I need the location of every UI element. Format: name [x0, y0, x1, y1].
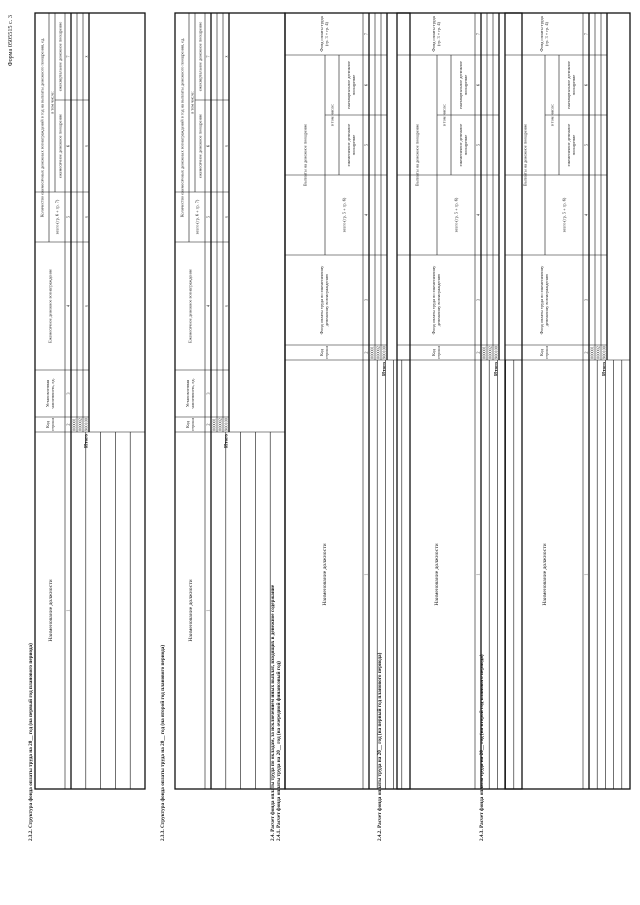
- column-number: 2: [65, 423, 71, 426]
- column-number: 3: [583, 298, 589, 302]
- header-name: Наименование должности: [47, 579, 54, 642]
- column-number: 5: [205, 215, 211, 219]
- row-code: 000002: [487, 346, 493, 359]
- column-number: 1: [65, 609, 71, 612]
- column-number: 4: [475, 213, 481, 217]
- column-number: 3: [363, 298, 369, 302]
- header-code: Кодстроки: [45, 418, 55, 431]
- column-number: 6: [475, 83, 481, 87]
- header-monthly-bonus: ежемесячное денежноепоощрение: [458, 123, 468, 167]
- section-heading: 2.4. Расчет фонда оплаты труда по окладам, за исключением иных выплат, входящих в денежное содержание: [270, 584, 276, 841]
- column-number: 1: [363, 573, 369, 576]
- x-mark: x: [223, 55, 229, 58]
- row-code: 000001: [481, 346, 487, 359]
- column-number: 4: [363, 213, 369, 217]
- section-title: 2.3.3. Структура фонда оплаты труда на 20__ год (на второй год планового периода): [160, 644, 166, 841]
- header-monthly-bonus: ежемесячное денежное поощрение: [197, 113, 203, 179]
- row-code: 000002: [77, 418, 83, 431]
- total-code: 900100: [601, 346, 607, 359]
- header-pay-group: Выплаты на денежное поощрение: [522, 123, 528, 187]
- column-number: 5: [363, 143, 369, 147]
- total-label: Итого: [381, 362, 388, 376]
- column-number: 1: [583, 573, 589, 576]
- header-incl: в том числе:: [549, 103, 555, 127]
- header-headcount: Установленнаячисленность, ед.: [185, 378, 195, 409]
- header-code: Кодстроки: [431, 346, 441, 359]
- section-title: 2.4.3. Расчет фонда оплаты труда на 20__ год (на второй год планового периода): [479, 654, 485, 841]
- total-label: Итого: [83, 434, 90, 448]
- header-total: всего (гр. 6 + гр. 7): [54, 199, 60, 235]
- total-label: Итого: [601, 362, 608, 376]
- header-code: Кодстроки: [319, 346, 329, 359]
- header-incl: в том числе:: [441, 103, 447, 127]
- rotated-form-content: [7, 13, 630, 841]
- header-code: Кодстроки: [539, 346, 549, 359]
- total-label: Итого: [493, 362, 500, 376]
- form-code: Форма 0505515 с. 3: [7, 15, 14, 67]
- header-fund: Фонд оплаты труда по ежемесячномуденежному вознаграждению: [431, 265, 441, 335]
- column-number: 6: [205, 144, 211, 148]
- header-monthly: Ежемесячное денежное вознаграждение: [187, 269, 193, 343]
- section-title: 2.4.1. Расчет фонда оплаты труда на 20__ год (на очередной финансовый год): [276, 661, 282, 841]
- header-monthly-bonus: ежемесячное денежноепоощрение: [346, 123, 356, 167]
- x-mark: x: [223, 144, 229, 148]
- total-label: Итого: [223, 434, 230, 448]
- header-monthly-bonus: ежемесячное денежноепоощрение: [566, 123, 576, 167]
- section-title: 2.3.2. Структура фонда оплаты труда на 20__ год (на первый год планового периода): [28, 643, 34, 841]
- header-total: всего (гр. 6 + гр. 7): [194, 199, 200, 235]
- column-number: 1: [205, 609, 211, 612]
- column-number: 6: [65, 144, 71, 148]
- total-code: 900100: [83, 418, 89, 431]
- header-quarterly-bonus: ежеквартальное денежноепоощрение: [566, 61, 576, 109]
- header-quarterly-bonus: ежеквартальное денежное поощрение: [197, 21, 203, 92]
- header-total: всего (гр. 5 + гр. 6): [561, 197, 567, 233]
- header-code: Кодстроки: [185, 418, 195, 431]
- row-code: 000002: [217, 418, 223, 431]
- row-code: 000002: [595, 346, 601, 359]
- header-qty-group: Количество ежемесячных денежных вознаграждений в год на выплаты денежного поощрения, ед.: [179, 37, 185, 218]
- header-name: Наименование должности: [187, 579, 194, 642]
- row-code: 000001: [589, 346, 595, 359]
- column-number: 4: [205, 304, 211, 308]
- section-title: 2.4.2. Расчет фонда оплаты труда на 20__ год (на первый год планового периода): [377, 652, 383, 841]
- column-number: 4: [65, 304, 71, 308]
- total-code: 900100: [381, 346, 387, 359]
- x-mark: x: [83, 215, 89, 219]
- header-total: всего (гр. 5 + гр. 6): [341, 197, 347, 233]
- header-pay-group: Выплаты на денежное поощрение: [414, 123, 420, 187]
- header-name: Наименование должности: [541, 543, 548, 606]
- header-name: Наименование должности: [321, 543, 328, 606]
- column-number: 7: [475, 32, 481, 36]
- x-mark: x: [83, 144, 89, 148]
- column-number: 7: [583, 32, 589, 36]
- total-code: 900100: [493, 346, 499, 359]
- column-number: 5: [583, 143, 589, 147]
- column-number: 2: [475, 351, 481, 354]
- header-quarterly-bonus: ежеквартальное денежное поощрение: [57, 21, 63, 92]
- header-quarterly-bonus: ежеквартальное денежноепоощрение: [346, 61, 356, 109]
- column-number: 7: [65, 55, 71, 58]
- header-monthly-bonus: ежемесячное денежное поощрение: [57, 113, 63, 179]
- row-code: 000001: [211, 418, 217, 431]
- column-number: 2: [363, 351, 369, 354]
- x-mark: x: [223, 304, 229, 308]
- column-number: 6: [583, 83, 589, 87]
- x-mark: x: [223, 215, 229, 219]
- header-name: Наименование должности: [433, 543, 440, 606]
- x-mark: x: [83, 55, 89, 58]
- header-incl: в том числе:: [189, 91, 195, 114]
- x-mark: x: [83, 304, 89, 308]
- column-number: 5: [65, 215, 71, 219]
- column-number: 6: [363, 83, 369, 87]
- row-code: 000001: [369, 346, 375, 359]
- header-pay-group: Выплаты на денежное поощрение: [302, 123, 308, 187]
- column-number: 2: [583, 351, 589, 354]
- total-code: 900100: [223, 418, 229, 431]
- column-number: 3: [65, 392, 71, 395]
- header-fund: Фонд оплаты труда по ежемесячномуденежному вознаграждению: [319, 265, 329, 335]
- header-quarterly-bonus: ежеквартальное денежноепоощрение: [458, 61, 468, 109]
- header-monthly: Ежемесячное денежное вознаграждение: [47, 269, 53, 343]
- header-qty-group: Количество ежемесячных денежных вознаграждений в год на выплаты денежного поощрения, ед.: [39, 37, 45, 218]
- header-total: всего (гр. 5 + гр. 6): [453, 197, 459, 233]
- column-number: 2: [205, 423, 211, 426]
- row-code: 000001: [71, 418, 77, 431]
- header-incl: в том числе:: [49, 91, 55, 114]
- header-fund-total: Фонд оплаты труда(гр. 3 + гр. 4): [431, 16, 441, 52]
- header-headcount: Установленнаячисленность, ед.: [45, 378, 55, 409]
- column-number: 1: [475, 573, 481, 576]
- column-number: 5: [475, 143, 481, 147]
- column-number: 7: [205, 55, 211, 58]
- header-incl: в том числе:: [329, 103, 335, 127]
- row-code: 000002: [375, 346, 381, 359]
- column-number: 3: [475, 298, 481, 302]
- column-number: 4: [583, 213, 589, 217]
- column-number: 7: [363, 32, 369, 36]
- header-fund-total: Фонд оплаты труда(гр. 3 + гр. 4): [539, 16, 549, 52]
- header-fund-total: Фонд оплаты труда(гр. 3 + гр. 4): [319, 16, 329, 52]
- column-number: 3: [205, 392, 211, 395]
- header-fund: Фонд оплаты труда по ежемесячномуденежному вознаграждению: [539, 265, 549, 335]
